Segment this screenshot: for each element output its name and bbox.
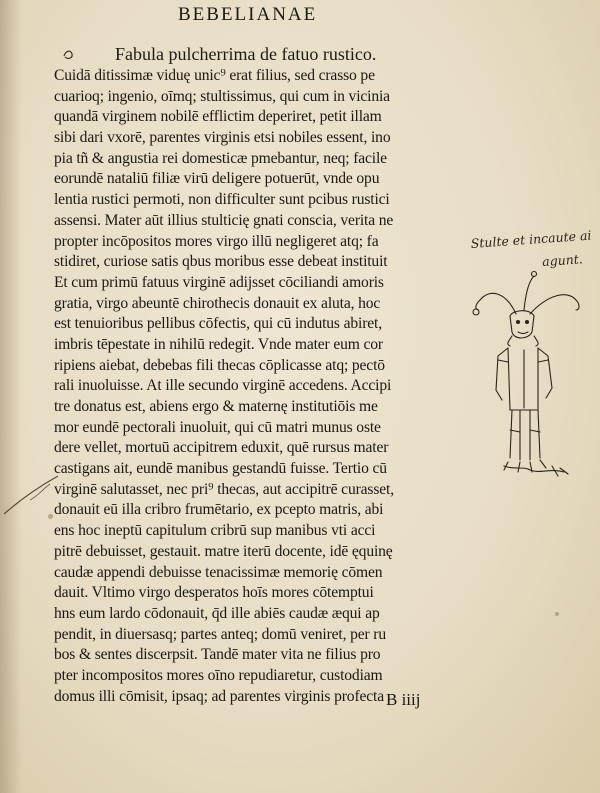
text-line: quandā virginem nobilē efflictim deperiret, petit illam	[54, 108, 382, 126]
text-line: bos & sentes discerpsit. Tandē mater vita ne filius pro	[54, 646, 381, 664]
text-line: eorundē nataliū filiæ virū deligere potuerūt, vnde opu	[54, 170, 380, 188]
text-line: stidiret, curiose satis qbus moribus esse debeat instituit	[54, 253, 388, 271]
text-line: castigans ait, eundē manibus gestandū fuisse. Tertio cū	[54, 460, 387, 478]
running-head: BEBELIANAE	[178, 4, 318, 25]
marginal-annotation-line: Stulte et incaute ai	[470, 227, 592, 251]
text-line: rali inuoluisse. At ille secundo virginē accedens. Accipi	[54, 377, 392, 395]
page-edge-shadow	[0, 0, 22, 793]
text-line: virginē salutasset, nec pri⁹ thecas, aut accipitrē curasset,	[54, 480, 394, 498]
wormhole-mark	[48, 514, 53, 519]
text-line: gratia, virgo abeuntē chirothecis donauit ex aluta, hoc	[54, 294, 381, 312]
signature-mark: B iiij	[386, 690, 421, 709]
text-line: pendit, in diuersasq; partes anteq; domū veniret, per ru	[54, 625, 386, 643]
text-line: mor eundē pectorali inuoluit, qui cū matri munus oste	[54, 418, 381, 436]
text-line: caudæ appendi debuisse tenacissimæ memorię cōmen	[54, 563, 383, 581]
text-line: sibi dari vxorē, parentes virginis etsi nobiles essent, ino	[54, 129, 391, 147]
wormhole-mark	[555, 612, 559, 616]
text-line: tre donatus est, abiens ergo & maternę institutiōis me	[54, 398, 378, 415]
text-line: Et cum primū fatuus virginē adijsset cōciliandi amoris	[54, 273, 384, 291]
text-line: pia tñ & angustia rei domesticæ pmebantur, neq; facile	[54, 149, 387, 167]
text-line: dere vellet, mortuū accipitrem eduxit, quē rursus mater	[54, 439, 389, 457]
text-line: donauit eū illa cribro frumētario, ex pcepto matris, abi	[54, 501, 384, 519]
binding-mark-icon	[0, 470, 60, 520]
text-line: Cuidā ditissimæ viduę unic⁹ erat filius, sed crasso pe	[54, 67, 375, 84]
text-line: pter incompositos mores oīno repudiaretur, custodiam	[54, 666, 383, 684]
text-line: domus illi cōmisit, ipsaq; ad parentes virginis profecta	[54, 687, 384, 705]
text-line: imbris tēpestate in nihilū redegit. Vnde mater eum cor	[54, 335, 383, 353]
text-line: cuarioq; ingenio, oīmq; stultissimus, qui cum in vicinia	[54, 87, 390, 105]
text-line: pitrē debuisset, gestauit. matre iterū docente, idē ęquinę	[54, 542, 393, 560]
text-line: lentia rustici permoti, non difficulter sunt pcibus rustici	[54, 191, 390, 209]
text-line: est tenuioribus pellibus cōfectis, qui cū indutus abiret,	[54, 315, 382, 333]
main-text-block	[54, 66, 474, 707]
text-line: ripiens aiebat, debebas fili thecas cōplicasse atq; pectō	[54, 356, 385, 374]
text-line: propter incōpositos mores virgo illū negligeret atq; fa	[54, 232, 379, 250]
text-line: assensi. Mater aūt illius stulticię gnati conscia, verita ne	[54, 211, 394, 229]
text-line: dauit. Vltimo virgo desperatos hoīs mores cōtemptui	[54, 584, 374, 602]
paragraph-mark-icon	[62, 48, 78, 62]
marginal-annotation-line: agunt.	[541, 251, 584, 270]
jester-drawing-icon	[468, 270, 596, 500]
text-line: hns eum lardo cōdonauit, q̄d ille abiēs caudæ æqui ap	[54, 604, 380, 622]
text-line: ens hoc ineptū capitulum cribrū sup manibus vti acci	[54, 522, 376, 540]
fable-title: Fabula pulcherrima de fatuo rustico.	[115, 44, 377, 64]
